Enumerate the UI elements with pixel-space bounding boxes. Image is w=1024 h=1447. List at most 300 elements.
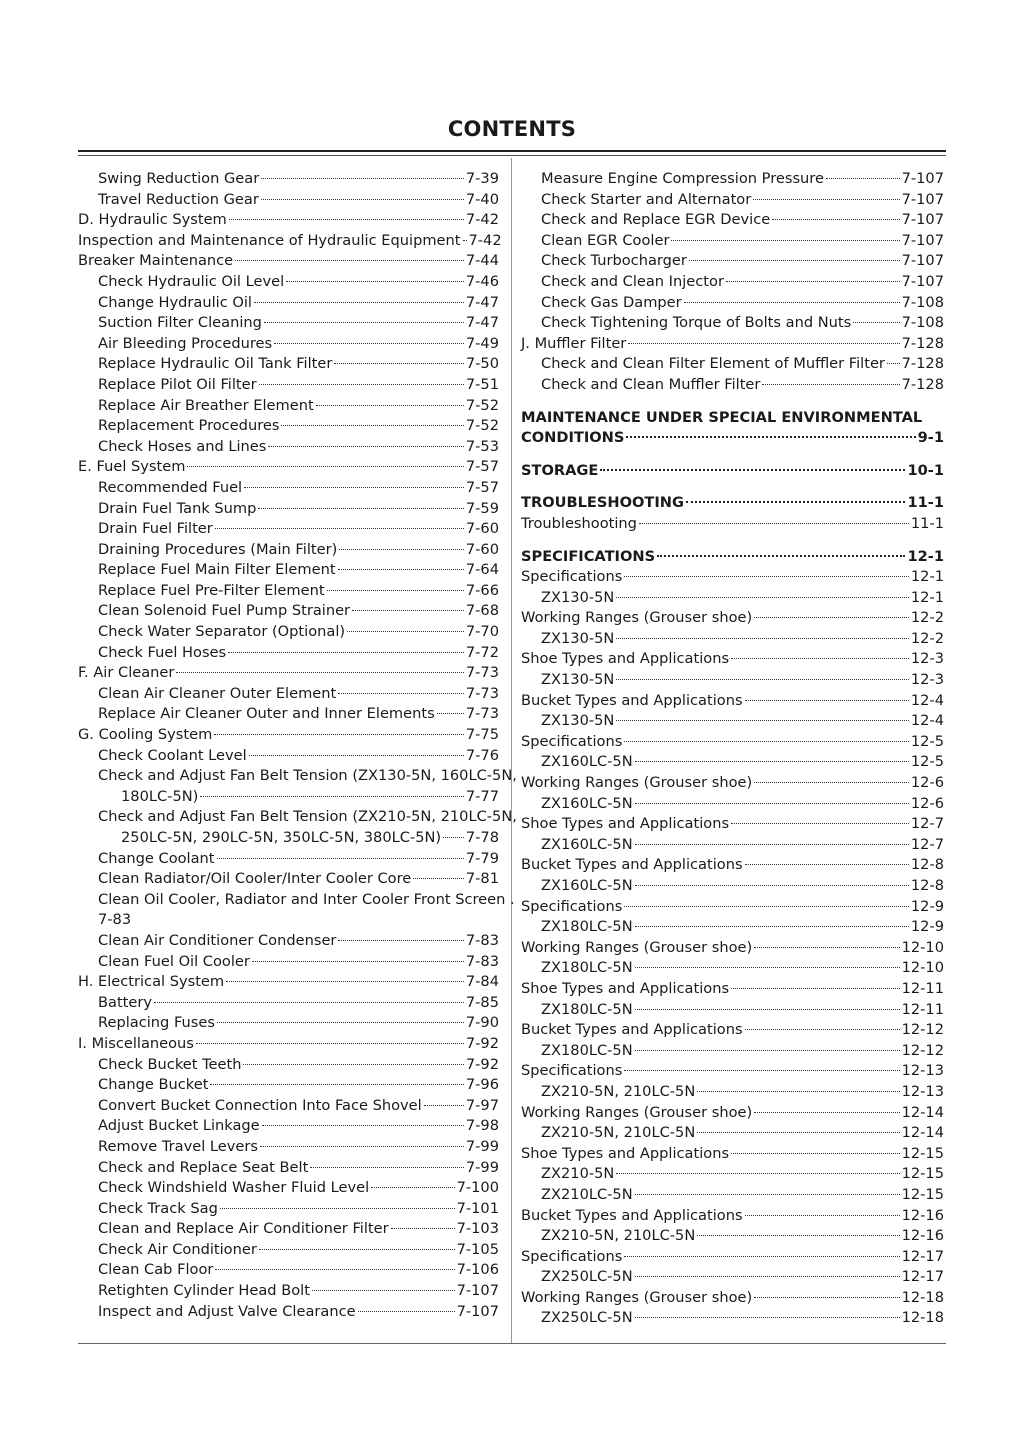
toc-entry[interactable] <box>78 1075 499 1096</box>
toc-entry-page: 12-7 <box>910 835 944 853</box>
dot-leader <box>249 755 464 756</box>
toc-entry[interactable] <box>78 1281 499 1302</box>
toc-entry-page: 7-108 <box>901 314 944 332</box>
toc-entry-page: 12-3 <box>910 671 944 689</box>
toc-entry-page: 7-73 <box>465 664 499 682</box>
toc-entry-label: Check Gas Damper <box>541 293 682 311</box>
dot-leader <box>424 1105 464 1106</box>
toc-entry-label: Shoe Types and Applications <box>521 815 730 833</box>
toc-entry-label: ZX160LC-5N <box>541 753 633 771</box>
toc-entry-page: 9-1 <box>917 429 944 447</box>
toc-entry-page: 7-39 <box>465 170 499 187</box>
toc-entry[interactable] <box>521 375 944 396</box>
toc-entry-label: Check Hoses and Lines <box>98 437 267 455</box>
toc-entry-page: 7-101 <box>456 1199 499 1217</box>
dot-leader <box>616 1173 899 1174</box>
toc-entry-page: 7-42 <box>465 211 499 229</box>
toc-entry[interactable] <box>78 1158 499 1179</box>
toc-entry-page: 7-107 <box>901 211 944 229</box>
toc-entry-label: Replace Fuel Pre-Filter Element <box>98 581 325 599</box>
dot-leader <box>316 405 464 406</box>
toc-entry[interactable] <box>521 1103 944 1124</box>
toc-entry-page: 7-47 <box>465 293 499 311</box>
dot-leader <box>624 741 909 742</box>
toc-entry[interactable] <box>521 732 944 753</box>
dot-leader <box>327 590 464 591</box>
toc-entry[interactable] <box>521 917 944 938</box>
dot-leader <box>635 1194 900 1195</box>
dot-leader <box>635 1009 900 1010</box>
toc-entry[interactable] <box>521 1061 944 1082</box>
toc-entry[interactable] <box>78 190 499 211</box>
toc-entry-page: 7-57 <box>465 478 499 496</box>
toc-entry-label: ZX160LC-5N <box>541 877 633 894</box>
dot-leader <box>229 219 464 220</box>
dot-leader <box>635 1276 900 1277</box>
dot-leader <box>262 1125 464 1126</box>
toc-entry[interactable] <box>521 1267 944 1288</box>
toc-entry[interactable] <box>78 601 499 622</box>
toc-entry[interactable] <box>78 1240 499 1261</box>
toc-entry[interactable] <box>521 1000 944 1021</box>
toc-entry-label: ZX180LC-5N <box>541 918 633 936</box>
toc-entry-label: Clean and Replace Air Conditioner Filter <box>98 1220 389 1238</box>
toc-entry[interactable] <box>521 1041 944 1062</box>
toc-entry[interactable] <box>521 1185 944 1206</box>
toc-section-entry[interactable] <box>521 461 944 482</box>
toc-entry[interactable] <box>521 835 944 856</box>
toc-entry[interactable] <box>78 952 499 973</box>
dot-leader <box>616 679 909 680</box>
toc-entry-label: Change Coolant <box>98 849 215 867</box>
toc-entry[interactable] <box>521 670 944 691</box>
toc-entry-page: 12-17 <box>901 1268 944 1286</box>
toc-entry[interactable] <box>521 293 944 314</box>
dot-leader <box>635 926 909 927</box>
toc-left-column <box>78 169 517 1322</box>
toc-entry[interactable] <box>521 876 944 897</box>
toc-entry[interactable] <box>521 1308 944 1329</box>
spacer <box>521 396 944 408</box>
toc-entry-label: Inspection and Maintenance of Hydraulic Equipment <box>78 231 461 249</box>
toc-entry-label: Specifications <box>521 1247 623 1265</box>
toc-entry[interactable] <box>78 849 499 870</box>
toc-entry-label: TROUBLESHOOTING <box>521 494 684 512</box>
dot-leader <box>689 260 900 261</box>
toc-entry-page: 12-5 <box>910 732 944 750</box>
dot-leader <box>358 1311 455 1312</box>
toc-section-entry[interactable] <box>521 547 944 568</box>
toc-entry[interactable] <box>78 354 499 375</box>
toc-entry-page: 7-96 <box>465 1076 499 1094</box>
toc-entry-label: Check Coolant Level <box>98 746 247 764</box>
toc-entry-label: J. Muffler Filter <box>521 334 627 352</box>
toc-entry-label: G. Cooling System <box>78 726 213 744</box>
dot-leader <box>334 363 464 364</box>
toc-entry-label: Clean Fuel Oil Cooler <box>98 952 250 970</box>
toc-entry-page: 7-92 <box>465 1055 499 1073</box>
toc-entry-page: 7-84 <box>465 973 499 991</box>
toc-entry-page: 7-75 <box>465 726 499 744</box>
toc-entry-label: Replace Fuel Main Filter Element <box>98 561 336 579</box>
toc-entry[interactable] <box>78 1260 499 1281</box>
toc-entry-label: Check and Adjust Fan Belt Tension (ZX210-5N, 210LC-5N, <box>98 808 517 826</box>
toc-entry-label: Shoe Types and Applications <box>521 650 730 668</box>
toc-entry-label: Drain Fuel Tank Sump <box>98 499 257 517</box>
toc-entry[interactable] <box>78 1219 499 1240</box>
toc-section-entry[interactable] <box>521 408 944 429</box>
toc-entry[interactable] <box>521 588 944 609</box>
toc-entry[interactable] <box>521 1144 944 1165</box>
toc-entry-label: Specifications <box>521 732 623 750</box>
toc-entry[interactable] <box>521 979 944 1000</box>
toc-entry-label: STORAGE <box>521 461 599 479</box>
toc-entry[interactable] <box>521 773 944 794</box>
toc-entry-page: 7-60 <box>465 540 499 558</box>
toc-entry-page: 7-85 <box>465 993 499 1011</box>
toc-entry[interactable] <box>78 931 499 952</box>
dot-leader <box>338 940 463 941</box>
toc-entry-label: ZX210LC-5N <box>541 1185 633 1203</box>
toc-entry[interactable] <box>521 190 944 211</box>
toc-entry[interactable] <box>78 746 499 767</box>
toc-entry-label: Working Ranges (Grouser shoe) <box>521 938 753 956</box>
spacer <box>521 449 944 461</box>
dot-leader <box>754 1112 899 1113</box>
toc-entry-page: 12-16 <box>901 1206 944 1224</box>
toc-entry[interactable] <box>78 560 499 581</box>
dot-leader <box>252 961 464 962</box>
toc-entry-label: ZX130-5N <box>541 629 615 647</box>
toc-entry-label: Battery <box>98 993 153 1011</box>
toc-entry[interactable] <box>78 766 517 787</box>
toc-entry-label: ZX180LC-5N <box>541 959 633 977</box>
toc-entry-label: Working Ranges (Grouser shoe) <box>521 774 753 792</box>
dot-leader <box>639 523 909 524</box>
toc-entry[interactable] <box>78 169 499 190</box>
toc-entry-label: ZX210-5N, 210LC-5N <box>541 1082 696 1100</box>
toc-entry[interactable] <box>521 251 944 272</box>
toc-entry-label: Bucket Types and Applications <box>521 1021 743 1039</box>
toc-entry-label: ZX250LC-5N <box>541 1268 633 1286</box>
toc-entry[interactable] <box>521 1226 944 1247</box>
toc-entry[interactable] <box>78 1302 499 1323</box>
toc-entry-label: Specifications <box>521 568 623 586</box>
toc-entry[interactable] <box>78 293 499 314</box>
toc-entry-page: 7-92 <box>465 1034 499 1052</box>
toc-entry-label: Clean Cab Floor <box>98 1261 214 1279</box>
toc-entry-page: 12-18 <box>901 1288 944 1306</box>
spacer <box>521 535 944 547</box>
toc-entry-page: 7-108 <box>901 293 944 311</box>
toc-entry-label: F. Air Cleaner <box>78 664 175 682</box>
dot-leader <box>261 178 464 179</box>
toc-entry[interactable] <box>78 251 499 272</box>
toc-entry-label: Check Track Sag <box>98 1199 218 1217</box>
toc-entry[interactable] <box>521 855 944 876</box>
dot-leader <box>437 713 464 714</box>
dot-leader <box>887 363 900 364</box>
dot-leader <box>731 1153 900 1154</box>
title-rule <box>78 150 946 152</box>
toc-entry-label: Check and Adjust Fan Belt Tension (ZX130-5N, 160LC-5N, <box>98 767 517 785</box>
dot-leader <box>626 436 915 438</box>
dot-leader <box>635 967 900 968</box>
dot-leader <box>352 610 464 611</box>
toc-entry-page: 7-46 <box>465 272 499 290</box>
toc-entry[interactable] <box>521 272 944 293</box>
toc-entry-label: Check Air Conditioner <box>98 1240 257 1258</box>
toc-entry-label: Clean Oil Cooler, Radiator and Inter Cooler Front Screen . <box>98 890 515 908</box>
toc-entry[interactable] <box>521 938 944 959</box>
toc-entry[interactable] <box>521 711 944 732</box>
toc-entry-label: Convert Bucket Connection Into Face Shovel <box>98 1096 422 1114</box>
toc-entry[interactable] <box>521 608 944 629</box>
dot-leader <box>215 528 464 529</box>
toc-entry[interactable] <box>521 794 944 815</box>
toc-entry-label: H. Electrical System <box>78 973 225 991</box>
toc-entry[interactable] <box>78 725 499 746</box>
dot-leader <box>312 1290 455 1291</box>
toc-entry[interactable] <box>78 1096 499 1117</box>
toc-entry-label: Check and Replace EGR Device <box>541 211 771 229</box>
toc-entry-page: 7-72 <box>465 643 499 661</box>
toc-entry[interactable] <box>78 663 499 684</box>
toc-entry[interactable] <box>78 643 499 664</box>
toc-entry-page: 7-83 <box>465 931 499 949</box>
toc-entry-label: CONDITIONS <box>521 429 625 447</box>
toc-entry[interactable] <box>78 1178 499 1199</box>
toc-entry[interactable] <box>78 622 499 643</box>
toc-entry-label: ZX130-5N <box>541 712 615 730</box>
toc-entry-label: D. Hydraulic System <box>78 211 227 229</box>
toc-entry[interactable] <box>78 437 499 458</box>
toc-entry[interactable] <box>521 752 944 773</box>
dot-leader <box>745 700 909 701</box>
toc-entry-page: 12-17 <box>901 1247 944 1265</box>
toc-entry-label: Check Hydraulic Oil Level <box>98 272 285 290</box>
toc-entry-label: ZX180LC-5N <box>541 1000 633 1018</box>
toc-entry-label: ZX250LC-5N <box>541 1309 633 1327</box>
toc-entry-page: 7-44 <box>465 252 499 270</box>
toc-entry-page: 7-64 <box>465 561 499 579</box>
toc-entry[interactable] <box>521 691 944 712</box>
dot-leader <box>731 988 900 989</box>
dot-leader <box>391 1228 455 1229</box>
toc-entry-page: 7-51 <box>465 375 499 393</box>
page-title: CONTENTS <box>447 117 577 141</box>
toc-entry[interactable] <box>78 890 515 911</box>
dot-leader <box>338 693 464 694</box>
toc-entry-label: MAINTENANCE UNDER SPECIAL ENVIRONMENTAL <box>521 408 923 426</box>
toc-entry[interactable] <box>78 478 499 499</box>
toc-entry[interactable] <box>521 1020 944 1041</box>
dot-leader <box>339 549 464 550</box>
toc-entry[interactable] <box>521 514 944 535</box>
toc-entry-label: Replacing Fuses <box>98 1014 215 1032</box>
toc-entry-label: Measure Engine Compression Pressure <box>541 170 824 187</box>
toc-entry[interactable] <box>521 354 944 375</box>
dot-leader <box>215 1269 454 1270</box>
toc-entry-page: 12-11 <box>901 979 944 997</box>
toc-entry[interactable] <box>78 313 499 334</box>
dot-leader <box>259 384 464 385</box>
dot-leader <box>754 947 899 948</box>
toc-entry-label: Check Turbocharger <box>541 252 687 270</box>
toc-entry-label: ZX210-5N, 210LC-5N <box>541 1124 696 1142</box>
toc-entry[interactable] <box>78 787 499 808</box>
toc-entry-label: ZX130-5N <box>541 671 615 689</box>
toc-entry-label: 250LC-5N, 290LC-5N, 350LC-5N, 380LC-5N) <box>121 829 442 846</box>
toc-entry-page: 12-6 <box>910 794 944 812</box>
toc-entry[interactable] <box>521 1123 944 1144</box>
toc-entry[interactable] <box>521 210 944 231</box>
dot-leader <box>463 240 467 241</box>
toc-entry-label: Shoe Types and Applications <box>521 1144 730 1162</box>
toc-entry[interactable] <box>78 581 499 602</box>
toc-entry-label: Retighten Cylinder Head Bolt <box>98 1282 310 1300</box>
toc-entry[interactable] <box>78 1199 499 1220</box>
toc-entry[interactable] <box>521 897 944 918</box>
toc-entry-page: 12-13 <box>901 1062 944 1080</box>
toc-entry-page: 7-59 <box>465 499 499 517</box>
toc-entry[interactable] <box>78 1137 499 1158</box>
dot-leader <box>731 658 909 659</box>
dot-leader <box>635 1317 900 1318</box>
toc-entry[interactable] <box>78 272 499 293</box>
toc-entry[interactable] <box>521 231 944 252</box>
toc-entry[interactable] <box>521 649 944 670</box>
toc-entry[interactable] <box>78 828 499 849</box>
toc-entry[interactable] <box>78 869 499 890</box>
toc-entry[interactable] <box>78 704 499 725</box>
toc-entry-page: 7-81 <box>465 870 499 888</box>
toc-entry-page: 7-107 <box>901 252 944 270</box>
toc-entry[interactable] <box>521 814 944 835</box>
dot-leader <box>200 796 464 797</box>
toc-entry-page: 12-8 <box>910 877 944 894</box>
toc-entry[interactable] <box>78 416 499 437</box>
dot-leader <box>624 1070 899 1071</box>
dot-leader <box>697 1091 899 1092</box>
toc-entry-page: 12-2 <box>910 629 944 647</box>
dot-leader <box>443 837 464 838</box>
toc-entry-label: Inspect and Adjust Valve Clearance <box>98 1302 356 1320</box>
toc-entry-label: Replace Pilot Oil Filter <box>98 375 257 393</box>
toc-entry[interactable] <box>78 396 499 417</box>
toc-entry-label: Adjust Bucket Linkage <box>98 1117 260 1135</box>
toc-entry[interactable] <box>521 169 944 190</box>
toc-entry[interactable] <box>78 1013 499 1034</box>
toc-entry[interactable] <box>521 1206 944 1227</box>
dot-leader <box>726 281 900 282</box>
toc-entry-page: 7-90 <box>465 1014 499 1032</box>
toc-entry-page: 7-128 <box>901 375 944 393</box>
dot-leader <box>214 734 464 735</box>
dot-leader <box>268 446 464 447</box>
toc-entry-page: 11-1 <box>910 514 944 532</box>
toc-entry-page: 7-128 <box>901 334 944 352</box>
toc-entry-label: Remove Travel Levers <box>98 1137 258 1155</box>
dot-leader <box>254 302 464 303</box>
dot-leader <box>228 652 464 653</box>
toc-entry[interactable] <box>78 540 499 561</box>
toc-entry-page: 7-50 <box>465 355 499 373</box>
toc-entry[interactable] <box>78 910 499 931</box>
toc-entry[interactable] <box>78 1055 499 1076</box>
dot-leader <box>616 720 909 721</box>
toc-entry-page: 12-10 <box>901 938 944 956</box>
toc-entry-page: 7-107 <box>901 170 944 187</box>
toc-entry[interactable] <box>521 567 944 588</box>
toc-entry-page: 7-107 <box>456 1302 499 1320</box>
toc-section-entry[interactable] <box>521 428 944 449</box>
toc-entry-page: 12-1 <box>910 588 944 606</box>
dot-leader <box>657 555 905 557</box>
toc-entry-label: Check Windshield Washer Fluid Level <box>98 1179 370 1197</box>
toc-entry-page: 10-1 <box>907 461 944 479</box>
toc-entry[interactable] <box>78 807 517 828</box>
dot-leader <box>413 878 464 879</box>
toc-entry[interactable] <box>78 499 499 520</box>
toc-entry-page: 7-97 <box>465 1096 499 1114</box>
toc-entry[interactable] <box>521 629 944 650</box>
toc-entry[interactable] <box>78 231 502 252</box>
toc-entry[interactable] <box>78 972 499 993</box>
toc-section-entry[interactable] <box>521 493 944 514</box>
toc-entry-page: 7-107 <box>456 1282 499 1300</box>
toc-entry-page: 7-70 <box>465 623 499 641</box>
toc-entry[interactable] <box>78 210 499 231</box>
toc-entry[interactable] <box>78 457 499 478</box>
toc-entry[interactable] <box>78 993 499 1014</box>
toc-entry-label: I. Miscellaneous <box>78 1034 194 1052</box>
toc-entry[interactable] <box>521 1082 944 1103</box>
toc-entry[interactable] <box>521 958 944 979</box>
dot-leader <box>671 240 899 241</box>
toc-entry-page: 7-107 <box>901 231 944 249</box>
toc-entry-label: Check and Clean Muffler Filter <box>541 375 761 393</box>
toc-entry-label: Bucket Types and Applications <box>521 1206 743 1224</box>
toc-entry-page: 12-5 <box>910 753 944 771</box>
dot-leader <box>220 1208 455 1209</box>
toc-entry-label: 180LC-5N) <box>121 787 199 805</box>
toc-entry-page: 7-100 <box>456 1179 499 1197</box>
dot-leader <box>624 1256 899 1257</box>
toc-entry-label: ZX210-5N <box>541 1165 615 1183</box>
toc-entry-label: Replacement Procedures <box>98 417 280 435</box>
toc-entry-page: 12-13 <box>901 1082 944 1100</box>
toc-entry-label: Breaker Maintenance <box>78 252 234 270</box>
toc-entry-label: Drain Fuel Filter <box>98 520 213 538</box>
toc-entry-page: 7-57 <box>465 458 499 476</box>
toc-entry[interactable] <box>78 519 499 540</box>
dot-leader <box>154 1002 464 1003</box>
toc-entry[interactable] <box>521 1288 944 1309</box>
toc-entry[interactable] <box>78 684 499 705</box>
toc-entry[interactable] <box>521 1247 944 1268</box>
toc-entry[interactable] <box>521 334 944 355</box>
toc-entry-label: ZX130-5N <box>541 588 615 606</box>
toc-entry[interactable] <box>78 1116 499 1137</box>
dot-leader <box>754 1297 899 1298</box>
toc-entry[interactable] <box>521 1164 944 1185</box>
toc-entry[interactable] <box>521 313 944 334</box>
dot-leader <box>697 1235 899 1236</box>
toc-entry[interactable] <box>78 1034 499 1055</box>
toc-entry[interactable] <box>78 334 499 355</box>
toc-entry[interactable] <box>78 375 499 396</box>
